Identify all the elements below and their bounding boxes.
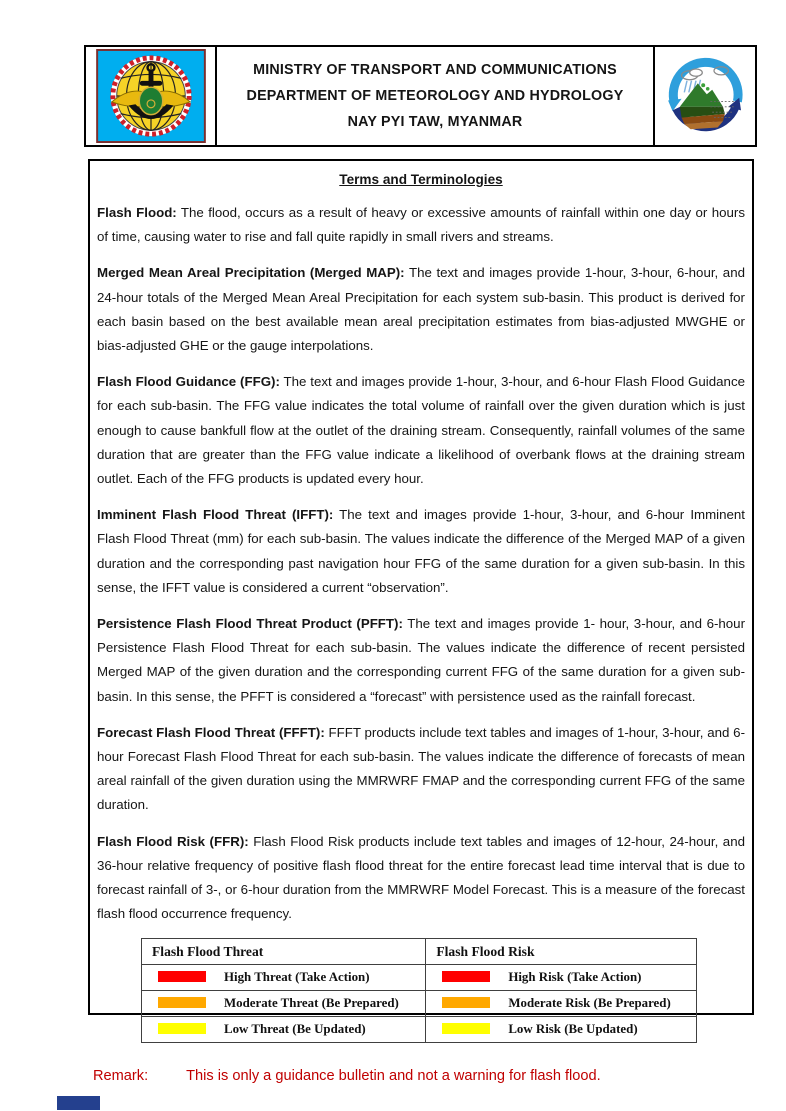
term-text: FFFT products include text tables and images of 1-hour, 3-hour, and 6-hour Forecast Flash Flood Threat for each sub-basin. The values indicate the difference of forecasts of mean areal rainfall of the given duration using the MMRWRF FMAP and the corresponding current FFG of the same duration. — [97, 724, 746, 813]
remark-label: Remark: — [93, 1068, 149, 1084]
header-left-logo-cell — [86, 47, 217, 145]
ministry-seal-icon — [95, 49, 207, 143]
ministry-name: MINISTRY OF TRANSPORT AND COMMUNICATIONS — [253, 62, 617, 78]
term-label: Flash Flood Guidance (FFG): — [97, 374, 280, 390]
legend-label: Moderate Risk (Be Prepared) — [508, 996, 671, 1011]
table-header-row — [142, 939, 697, 965]
definition-ffr — [97, 830, 745, 927]
department-name: DEPARTMENT OF METEOROLOGY AND HYDROLOGY — [246, 88, 624, 104]
header-title-block — [217, 47, 655, 145]
term-label: Forecast Flash Flood Threat (FFFT): — [97, 724, 325, 740]
definition-ifft — [97, 503, 745, 600]
legend-table — [141, 938, 697, 1043]
remark-text: This is only a guidance bulletin and not a warning for flash flood. — [186, 1068, 601, 1084]
term-text: Flash Flood Risk products include text tables and images of 12-hour, 24-hour, and 36-hour relative frequency of positive flash flood threat for the entire forecast lead time interval that is due to forecast rainfall of 3-, or 6-hour duration from the MMRWRF Model Forecast. This is a measure of the forecast flash flood occurrence frequency. — [97, 833, 745, 922]
column-header-threat: Flash Flood Threat — [142, 939, 426, 965]
table-row — [142, 1017, 697, 1043]
hydrology-cycle-icon — [660, 51, 750, 141]
high-threat-color-swatch — [158, 971, 206, 982]
location-name: NAY PYI TAW, MYANMAR — [347, 114, 523, 130]
low-threat-color-swatch — [158, 1023, 206, 1034]
term-text: The text and images provide 1-hour, 3-hour, and 6-hour Flash Flood Guidance for each sub-basin. The FFG value indicates the total volume of rainfall over the given duration which is just enough to cause bankfull flow at the outlet of the draining stream. Consequently, rainfall volumes of the same duration that are greater than the FFG value indicate a likelihood of overbank flows at the draining stream outlet. Each of the FFG products is updated every hour. — [97, 374, 745, 487]
legend-label: Moderate Threat (Be Prepared) — [224, 996, 399, 1011]
table-row — [142, 965, 697, 991]
term-label: Imminent Flash Flood Threat (IFFT): — [97, 507, 334, 523]
term-label: Flash Flood Risk (FFR): — [97, 833, 249, 849]
remark-line — [93, 1068, 601, 1084]
term-text: The text and images provide 1-hour, 3-hour, and 6-hour Imminent Flash Flood Threat (mm) for each sub-basin. The values indicate the difference of the Merged MAP of a given duration and the corresponding past navigation hour FFG of the same duration for a given sub-basin. In this sense, the IFFT value is considered a current “observation”. — [97, 507, 745, 595]
low-risk-color-swatch — [442, 1023, 490, 1034]
table-row — [142, 991, 697, 1017]
page-title: Terms and Terminologies — [339, 172, 503, 187]
definition-ffg — [97, 370, 745, 491]
legend-cell-moderate-risk — [426, 991, 697, 1017]
footer-bar — [57, 1096, 100, 1110]
definition-merged-map — [97, 261, 745, 358]
term-text: The text and images provide 1-hour, 3-hour, 6-hour, and 24-hour totals of the Merged Mean Areal Precipitation for each system sub-basin. This product is derived for each basin based on the best available mean areal precipitation estimates from bias-adjusted MWGHE or bias-adjusted GHE or the gauge interpolations. — [97, 265, 745, 354]
terms-section — [88, 159, 754, 1037]
legend-cell-low-risk — [426, 1017, 697, 1043]
legend-label: Low Threat (Be Updated) — [224, 1022, 366, 1037]
legend-cell-high-threat — [142, 965, 426, 991]
term-text: The text and images provide 1- hour, 3-hour, and 6-hour Persistence Flash Flood Threat for each sub-basin. The values indicate the difference of recent persisted Merged MAP of the given duration and the corresponding current FFG of the same duration for a given sub-basin. In this sense, the PFFT is considered a “forecast” with persistence used as the rainfall forecast. — [97, 616, 746, 704]
legend-label: High Threat (Take Action) — [224, 970, 370, 985]
term-text: The flood, occurs as a result of heavy or excessive amounts of rainfall within one day or hours of time, causing water to rise and fall quite rapidly in small rivers and streams. — [97, 205, 745, 245]
term-label: Merged Mean Areal Precipitation (Merged MAP): — [97, 265, 405, 281]
column-header-risk: Flash Flood Risk — [426, 939, 697, 965]
term-label: Persistence Flash Flood Threat Product (PFFT): — [97, 616, 403, 632]
legend-cell-low-threat — [142, 1017, 426, 1043]
definition-flash-flood — [97, 201, 745, 249]
legend-label: High Risk (Take Action) — [508, 970, 642, 985]
moderate-risk-color-swatch — [442, 997, 490, 1008]
legend-label: Low Risk (Be Updated) — [508, 1022, 638, 1037]
term-label: Flash Flood: — [97, 205, 177, 220]
definition-ffft — [97, 721, 745, 818]
high-risk-color-swatch — [442, 971, 490, 982]
moderate-threat-color-swatch — [158, 997, 206, 1008]
header-banner — [84, 45, 757, 147]
legend-cell-moderate-threat — [142, 991, 426, 1017]
definition-pfft — [97, 612, 745, 709]
legend-cell-high-risk — [426, 965, 697, 991]
header-right-logo-cell — [655, 47, 755, 145]
